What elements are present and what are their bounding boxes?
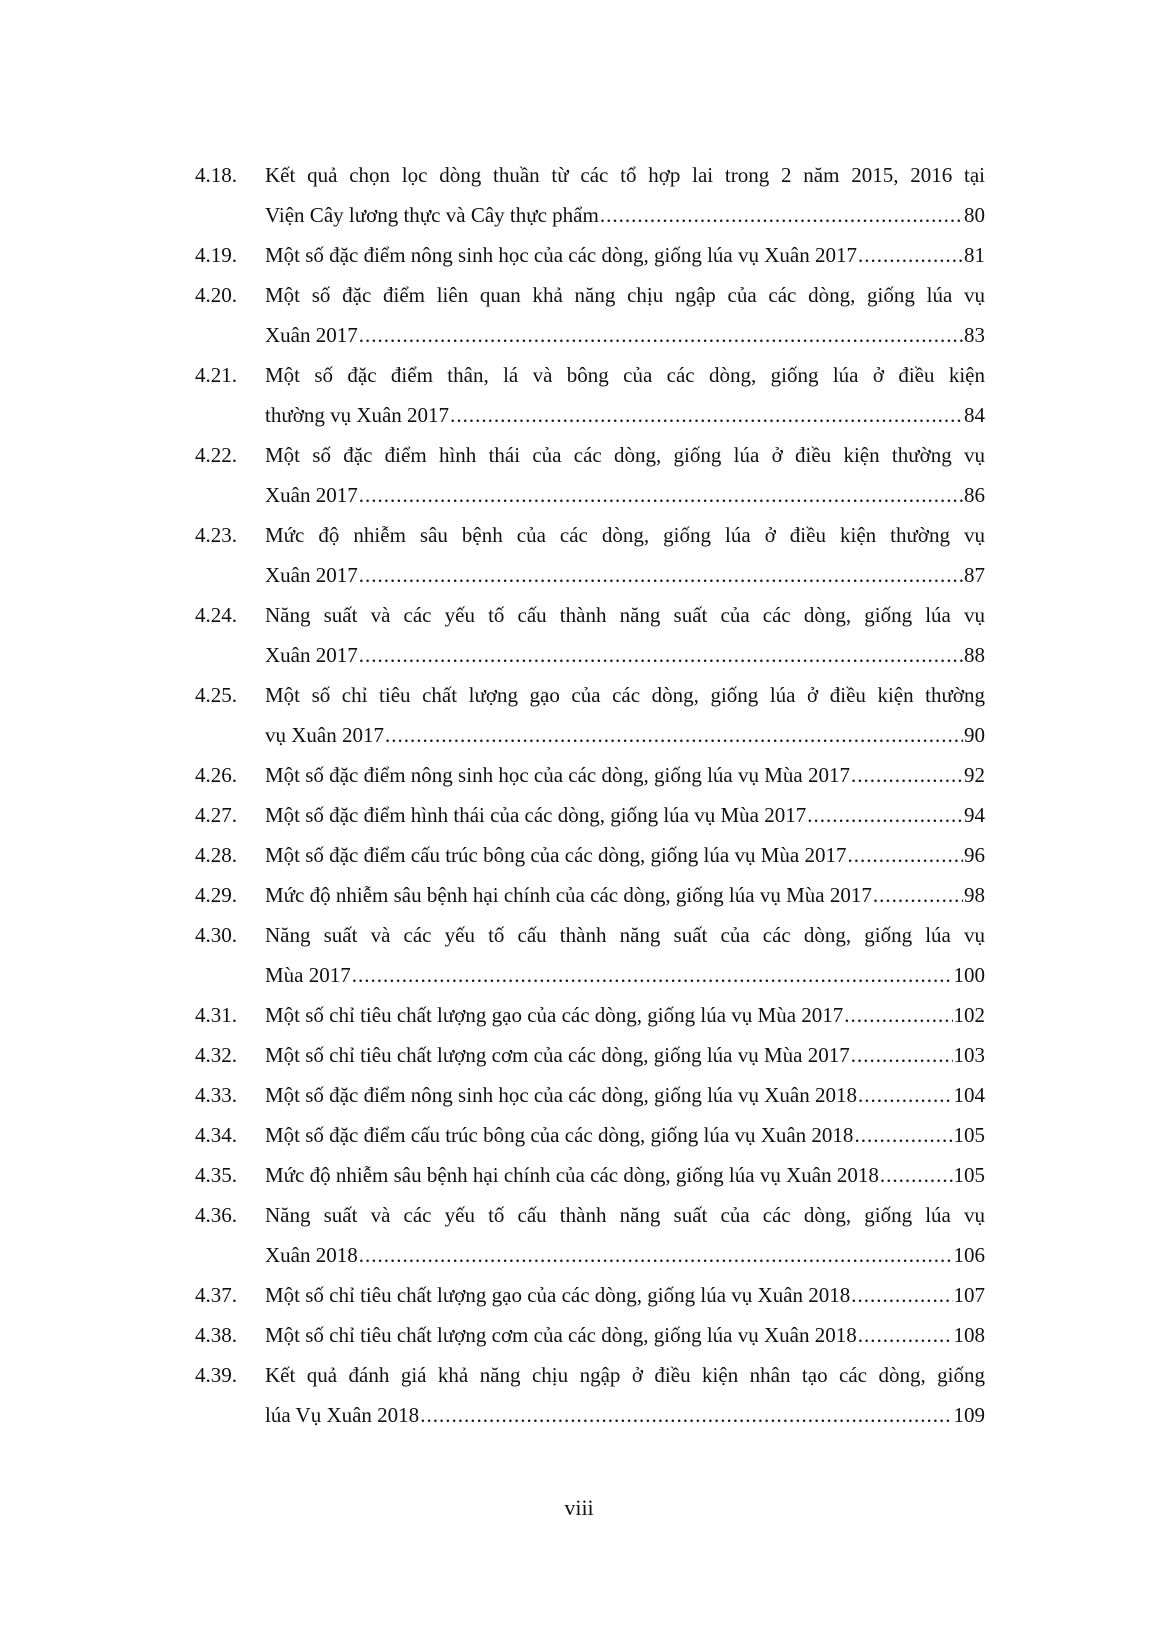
entry-last-line xyxy=(265,1075,985,1115)
entry-number: 4.27. xyxy=(195,803,237,827)
dot-leader xyxy=(359,475,963,515)
entry-title-end: Một số chỉ tiêu chất lượng cơm của các dòng, giống lúa vụ Mùa 2017 xyxy=(265,1043,850,1067)
dot-leader xyxy=(359,555,963,595)
entry-title-line: Kết quả đánh giá khả năng chịu ngập ở điều kiện nhân tạo các dòng, giống xyxy=(265,1363,985,1387)
entry-body xyxy=(265,1275,985,1315)
entry-title-end: Xuân 2017 xyxy=(265,483,358,507)
toc-entry[interactable] xyxy=(195,1155,985,1195)
entry-page-number: 104 xyxy=(953,1083,985,1107)
entry-title-end: Một số đặc điểm cấu trúc bông của các dòng, giống lúa vụ Xuân 2018 xyxy=(265,1123,854,1147)
entry-title-end: Mức độ nhiễm sâu bệnh hại chính của các dòng, giống lúa vụ Xuân 2018 xyxy=(265,1163,879,1187)
entry-number: 4.31. xyxy=(195,1003,237,1027)
dot-leader xyxy=(807,795,963,835)
entry-number: 4.33. xyxy=(195,1083,237,1107)
entry-page-number: 80 xyxy=(964,203,985,227)
toc-entry[interactable] xyxy=(195,995,985,1035)
toc-entry[interactable] xyxy=(195,1075,985,1115)
entry-last-line xyxy=(265,755,985,795)
entry-last-line xyxy=(265,635,985,675)
entry-page-number: 109 xyxy=(953,1403,985,1427)
entry-page-number: 81 xyxy=(964,243,985,267)
entry-title-line: Năng suất và các yếu tố cấu thành năng suất của các dòng, giống lúa vụ xyxy=(265,603,985,627)
entry-title-end: Xuân 2017 xyxy=(265,563,358,587)
entry-last-line xyxy=(265,1275,985,1315)
entry-page-number: 106 xyxy=(953,1243,985,1267)
dot-leader xyxy=(858,235,963,275)
entry-title-end: Xuân 2017 xyxy=(265,643,358,667)
entry-body xyxy=(265,1355,985,1435)
entry-number: 4.25. xyxy=(195,683,237,707)
entry-body xyxy=(265,755,985,795)
entry-number: 4.32. xyxy=(195,1043,237,1067)
entry-last-line xyxy=(265,1115,985,1155)
dot-leader xyxy=(844,995,952,1035)
entry-title-line: Năng suất và các yếu tố cấu thành năng suất của các dòng, giống lúa vụ xyxy=(265,1203,985,1227)
entry-body xyxy=(265,275,985,355)
toc-entry[interactable] xyxy=(195,1195,985,1275)
entry-number: 4.35. xyxy=(195,1163,237,1187)
toc-entry[interactable] xyxy=(195,155,985,235)
entry-number: 4.38. xyxy=(195,1323,237,1347)
entry-page-number: 105 xyxy=(953,1163,985,1187)
entry-page-number: 90 xyxy=(964,723,985,747)
dot-leader xyxy=(851,1275,952,1315)
dot-leader xyxy=(854,1115,952,1155)
dot-leader xyxy=(359,635,963,675)
entry-page-number: 92 xyxy=(964,763,985,787)
toc-entry[interactable] xyxy=(195,875,985,915)
entry-last-line xyxy=(265,475,985,515)
entry-last-line xyxy=(265,1315,985,1355)
entry-number: 4.23. xyxy=(195,523,237,547)
entry-page-number: 94 xyxy=(964,803,985,827)
entry-number: 4.28. xyxy=(195,843,237,867)
entry-number: 4.36. xyxy=(195,1203,237,1227)
entry-title-end: vụ Xuân 2017 xyxy=(265,723,384,747)
entry-last-line xyxy=(265,395,985,435)
entry-title-end: Viện Cây lương thực và Cây thực phẩm xyxy=(265,203,599,227)
entry-page-number: 87 xyxy=(964,563,985,587)
entry-title-line: Một số đặc điểm liên quan khả năng chịu ngập của các dòng, giống lúa vụ xyxy=(265,283,985,307)
entry-last-line xyxy=(265,715,985,755)
entry-body xyxy=(265,995,985,1035)
toc-entry[interactable] xyxy=(195,235,985,275)
toc-entry[interactable] xyxy=(195,1315,985,1355)
entry-title-line: Một số chỉ tiêu chất lượng gạo của các dòng, giống lúa ở điều kiện thường xyxy=(265,683,985,707)
dot-leader xyxy=(858,1315,953,1355)
dot-leader xyxy=(352,955,953,995)
entry-page-number: 103 xyxy=(953,1043,985,1067)
entry-title-end: Một số chỉ tiêu chất lượng cơm của các dòng, giống lúa vụ Xuân 2018 xyxy=(265,1323,857,1347)
entry-title-end: Một số chỉ tiêu chất lượng gạo của các dòng, giống lúa vụ Xuân 2018 xyxy=(265,1283,851,1307)
table-of-tables xyxy=(195,155,985,1435)
entry-page-number: 83 xyxy=(964,323,985,347)
entry-number: 4.18. xyxy=(195,163,237,187)
entry-last-line xyxy=(265,195,985,235)
entry-title-end: Mức độ nhiễm sâu bệnh hại chính của các dòng, giống lúa vụ Mùa 2017 xyxy=(265,883,872,907)
toc-entry[interactable] xyxy=(195,795,985,835)
entry-body xyxy=(265,1315,985,1355)
entry-page-number: 107 xyxy=(953,1283,985,1307)
entry-title-end: Xuân 2017 xyxy=(265,323,358,347)
entry-number: 4.37. xyxy=(195,1283,237,1307)
toc-entry[interactable] xyxy=(195,835,985,875)
dot-leader xyxy=(858,1075,953,1115)
toc-entry[interactable] xyxy=(195,1115,985,1155)
toc-entry[interactable] xyxy=(195,675,985,755)
entry-title-line: Kết quả chọn lọc dòng thuần từ các tổ hợp lai trong 2 năm 2015, 2016 tại xyxy=(265,163,985,187)
entry-page-number: 84 xyxy=(964,403,985,427)
page-number: viii xyxy=(564,1495,594,1520)
entry-number: 4.39. xyxy=(195,1363,237,1387)
entry-page-number: 100 xyxy=(953,963,985,987)
entry-title-end: lúa Vụ Xuân 2018 xyxy=(265,1403,420,1427)
entry-page-number: 102 xyxy=(953,1003,985,1027)
entry-body xyxy=(265,1075,985,1115)
entry-last-line xyxy=(265,835,985,875)
toc-entry[interactable] xyxy=(195,435,985,515)
entry-body xyxy=(265,155,985,235)
entry-body xyxy=(265,595,985,675)
dot-leader xyxy=(420,1395,952,1435)
entry-last-line xyxy=(265,955,985,995)
entry-page-number: 105 xyxy=(953,1123,985,1147)
entry-last-line xyxy=(265,235,985,275)
entry-page-number: 86 xyxy=(964,483,985,507)
entry-body xyxy=(265,915,985,995)
toc-entry[interactable] xyxy=(195,275,985,355)
entry-page-number: 96 xyxy=(964,843,985,867)
toc-entry[interactable] xyxy=(195,755,985,795)
toc-entry[interactable] xyxy=(195,915,985,995)
entry-body xyxy=(265,1115,985,1155)
dot-leader xyxy=(450,395,963,435)
entry-last-line xyxy=(265,1155,985,1195)
entry-number: 4.29. xyxy=(195,883,237,907)
toc-entry[interactable] xyxy=(195,1035,985,1075)
entry-body xyxy=(265,675,985,755)
entry-body xyxy=(265,355,985,435)
entry-page-number: 108 xyxy=(953,1323,985,1347)
toc-entry[interactable] xyxy=(195,355,985,435)
entry-title-end: Mùa 2017 xyxy=(265,963,351,987)
dot-leader xyxy=(851,1035,953,1075)
entry-last-line xyxy=(265,315,985,355)
entry-number: 4.22. xyxy=(195,443,237,467)
entry-body xyxy=(265,1195,985,1275)
entry-body xyxy=(265,1035,985,1075)
entry-body xyxy=(265,435,985,515)
entry-number: 4.30. xyxy=(195,923,237,947)
dot-leader xyxy=(359,315,963,355)
entry-last-line xyxy=(265,1035,985,1075)
entry-body xyxy=(265,875,985,915)
dot-leader xyxy=(880,1155,953,1195)
entry-number: 4.24. xyxy=(195,603,237,627)
entry-page-number: 88 xyxy=(964,643,985,667)
entry-title-end: Xuân 2018 xyxy=(265,1243,358,1267)
entry-title-end: thường vụ Xuân 2017 xyxy=(265,403,450,427)
entry-page-number: 98 xyxy=(964,883,985,907)
entry-title-line: Năng suất và các yếu tố cấu thành năng suất của các dòng, giống lúa vụ xyxy=(265,923,985,947)
toc-entry[interactable] xyxy=(195,1355,985,1435)
dot-leader xyxy=(847,835,963,875)
entry-title-line: Một số đặc điểm hình thái của các dòng, giống lúa ở điều kiện thường vụ xyxy=(265,443,985,467)
entry-last-line xyxy=(265,1235,985,1275)
entry-last-line xyxy=(265,995,985,1035)
dot-leader xyxy=(873,875,963,915)
entry-title-end: Một số đặc điểm nông sinh học của các dòng, giống lúa vụ Xuân 2017 xyxy=(265,243,857,267)
entry-title-line: Một số đặc điểm thân, lá và bông của các dòng, giống lúa ở điều kiện xyxy=(265,363,985,387)
entry-title-end: Một số đặc điểm cấu trúc bông của các dòng, giống lúa vụ Mùa 2017 xyxy=(265,843,847,867)
entry-number: 4.19. xyxy=(195,243,237,267)
entry-body xyxy=(265,795,985,835)
entry-number: 4.26. xyxy=(195,763,237,787)
entry-title-end: Một số đặc điểm hình thái của các dòng, giống lúa vụ Mùa 2017 xyxy=(265,803,807,827)
entry-body xyxy=(265,835,985,875)
entry-last-line xyxy=(265,795,985,835)
entry-title-end: Một số chỉ tiêu chất lượng gạo của các dòng, giống lúa vụ Mùa 2017 xyxy=(265,1003,844,1027)
entry-last-line xyxy=(265,875,985,915)
entry-number: 4.20. xyxy=(195,283,237,307)
dot-leader xyxy=(359,1235,953,1275)
entry-title-end: Một số đặc điểm nông sinh học của các dòng, giống lúa vụ Mùa 2017 xyxy=(265,763,850,787)
toc-entry[interactable] xyxy=(195,515,985,595)
toc-entry[interactable] xyxy=(195,595,985,675)
dot-leader xyxy=(385,715,963,755)
entry-body xyxy=(265,515,985,595)
entry-number: 4.21. xyxy=(195,363,237,387)
dot-leader xyxy=(851,755,963,795)
dot-leader xyxy=(600,195,963,235)
entry-body xyxy=(265,1155,985,1195)
entry-title-line: Mức độ nhiễm sâu bệnh của các dòng, giống lúa ở điều kiện thường vụ xyxy=(265,523,985,547)
entry-title-end: Một số đặc điểm nông sinh học của các dòng, giống lúa vụ Xuân 2018 xyxy=(265,1083,857,1107)
entry-last-line xyxy=(265,1395,985,1435)
toc-entry[interactable] xyxy=(195,1275,985,1315)
entry-last-line xyxy=(265,555,985,595)
entry-body xyxy=(265,235,985,275)
entry-number: 4.34. xyxy=(195,1123,237,1147)
